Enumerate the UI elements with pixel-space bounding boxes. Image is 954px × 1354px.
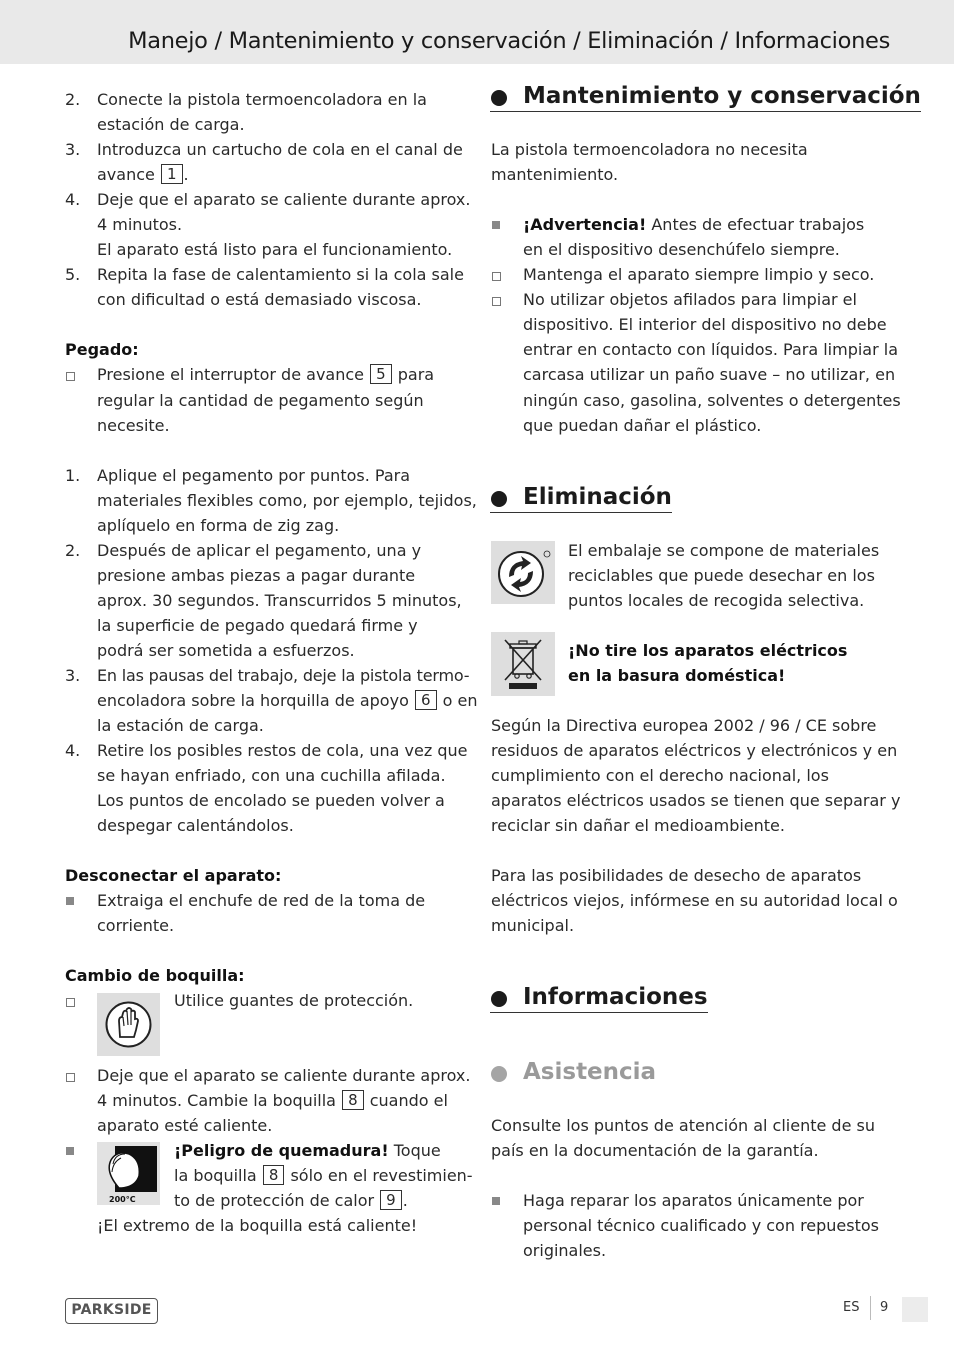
step-text-part: o en (442, 691, 478, 710)
page-header-title: Manejo / Mantenimiento y conservación / Eliminación / Informaciones (128, 28, 890, 54)
open-bullet-icon (492, 272, 501, 281)
bullet-text: Extraiga el enchufe de red de la toma de (97, 891, 426, 910)
step-number: 4. (65, 741, 81, 760)
step-number: 2. (65, 90, 81, 109)
step-text (97, 162, 189, 187)
warning-text (174, 1138, 441, 1163)
step-text: En las pausas del trabajo, deje la pistola termo- (97, 666, 470, 685)
cambio-heading: Cambio de boquilla: (65, 966, 245, 985)
step-number: 2. (65, 541, 81, 560)
bullet-text: dispositivo. El interior del dispositivo no debe (523, 315, 887, 334)
step-text: Retire los posibles restos de cola, una vez que (97, 741, 468, 760)
paragraph-text: mantenimiento. (491, 165, 619, 184)
step-number: 4. (65, 190, 81, 209)
step-text: Los puntos de encolado se pueden volver a (97, 791, 445, 810)
warning-label: ¡Advertencia! (523, 215, 647, 234)
paragraph-text: país en la documentación de la garantía. (491, 1141, 819, 1160)
bullet-text-part: Presione el interruptor de avance (97, 365, 364, 384)
bullet-text: No utilizar objetos afilados para limpiar el (523, 290, 857, 309)
filled-bullet-icon (492, 1197, 500, 1205)
reference-number: 8 (263, 1165, 285, 1185)
step-text (97, 688, 477, 713)
step-text: Aplique el pegamento por puntos. Para (97, 466, 411, 485)
bullet-text: que puedan dañar el plástico. (523, 416, 762, 435)
filled-bullet-icon (66, 1147, 74, 1155)
warning-text-part: sólo en el revestimien- (290, 1166, 473, 1185)
step-text: despegar calentándolos. (97, 816, 294, 835)
reference-number: 6 (415, 690, 437, 710)
step-text-part: . (183, 165, 189, 184)
step-text: El aparato está listo para el funcionamiento. (97, 240, 453, 259)
step-number: 5. (65, 265, 81, 284)
bullet-text (97, 362, 434, 387)
paragraph-text: residuos de aparatos eléctricos y electrónicos y en (491, 741, 898, 760)
brand-logo-text: PARKSIDE (71, 1302, 152, 1318)
heat-label: 200°C (109, 1195, 136, 1204)
step-text: la superficie de pegado quedará firme y (97, 616, 418, 635)
subsection-bullet-icon (491, 1066, 507, 1082)
step-text: 4 minutos. (97, 215, 183, 234)
brand-logo (65, 1298, 158, 1324)
paragraph-text: aparatos eléctricos usados se tienen que separar y (491, 791, 901, 810)
bullet-text-part: cuando el (369, 1091, 448, 1110)
mantenimiento-heading: Mantenimiento y conservación (490, 83, 921, 112)
warning-text-part: la boquilla (174, 1166, 257, 1185)
bullet-text: entrar en contacto con líquidos. Para limpiar la (523, 340, 899, 359)
paragraph-text: eléctricos viejos, infórmese en su autoridad local o (491, 891, 898, 910)
step-text: la estación de carga. (97, 716, 264, 735)
warning-text (174, 1163, 473, 1188)
paragraph-text: Según la Directiva europea 2002 / 96 / CE sobre (491, 716, 877, 735)
filled-bullet-icon (492, 221, 500, 229)
crossed-bin-icon (491, 632, 555, 696)
hot-surface-icon (97, 1142, 160, 1205)
paragraph-text: Consulte los puntos de atención al cliente de su (491, 1116, 875, 1135)
step-text: Conecte la pistola termoencoladora en la (97, 90, 427, 109)
step-text-part: avance (97, 165, 155, 184)
bullet-text: Mantenga el aparato siempre limpio y seco. (523, 265, 875, 284)
open-bullet-icon (492, 297, 501, 306)
paragraph-text: municipal. (491, 916, 575, 935)
step-text: se hayan enfriado, con una cuchilla afilada. (97, 766, 446, 785)
paragraph-text: reciclables que puede desechar en los (568, 566, 875, 585)
step-number: 3. (65, 140, 81, 159)
reference-number: 1 (161, 164, 183, 184)
gloves-icon (97, 993, 160, 1056)
bullet-text: regular la cantidad de pegamento según (97, 391, 424, 410)
filled-bullet-icon (66, 897, 74, 905)
asistencia-heading: Asistencia (523, 1059, 657, 1085)
paragraph-text: cumplimiento con el derecho nacional, los (491, 766, 829, 785)
weee-warning-text: ¡No tire los aparatos eléctricos (568, 641, 848, 660)
step-text: aprox. 30 segundos. Transcurridos 5 minutos, (97, 591, 462, 610)
step-text: con dificultad o está demasiado viscosa. (97, 290, 422, 309)
paragraph-text: La pistola termoencoladora no necesita (491, 140, 808, 159)
step-text-part: encoladora sobre la horquilla de apoyo (97, 691, 409, 710)
open-bullet-icon (66, 1073, 75, 1082)
eliminacion-heading: Eliminación (490, 484, 672, 513)
step-text: aplíquelo en forma de zig zag. (97, 516, 340, 535)
bullet-text: personal técnico cualificado y con repuestos (523, 1216, 880, 1235)
reference-number: 8 (342, 1090, 364, 1110)
desconectar-heading: Desconectar el aparato: (65, 866, 282, 885)
step-text: Introduzca un cartucho de cola en el canal de (97, 140, 463, 159)
bullet-text: corriente. (97, 916, 175, 935)
warning-text-part: . (402, 1191, 408, 1210)
open-bullet-icon (66, 372, 75, 381)
bullet-text: carcasa utilizar un paño suave – no utilizar, en (523, 365, 896, 384)
reference-number: 5 (370, 364, 392, 384)
warning-text (174, 1188, 408, 1213)
paragraph-text: El embalaje se compone de materiales (568, 541, 880, 560)
pegado-heading: Pegado: (65, 340, 139, 359)
step-text: estación de carga. (97, 115, 245, 134)
warning-text: ¡El extremo de la boquilla está caliente! (97, 1216, 418, 1235)
warning-text-part: Toque (393, 1141, 441, 1160)
step-text: podrá ser sometida a esfuerzos. (97, 641, 355, 660)
open-bullet-icon (66, 998, 75, 1007)
page-header-band (0, 0, 954, 64)
language-code: ES (843, 1300, 860, 1315)
paragraph-text: puntos locales de recogida selectiva. (568, 591, 865, 610)
paragraph-text: reciclar sin dañar el medioambiente. (491, 816, 785, 835)
step-text: presione ambas piezas a pagar durante (97, 566, 416, 585)
bullet-text: Haga reparar los aparatos únicamente por (523, 1191, 864, 1210)
bullet-text: Deje que el aparato se caliente durante aprox. (97, 1066, 471, 1085)
page-number: 9 (880, 1300, 889, 1315)
bullet-text-part: para (397, 365, 435, 384)
step-number: 3. (65, 666, 81, 685)
reference-number: 9 (380, 1190, 402, 1210)
step-text: Repita la fase de calentamiento si la cola sale (97, 265, 464, 284)
step-number: 1. (65, 466, 81, 485)
warning-text-part: to de protección de calor (174, 1191, 375, 1210)
page-tab-marker (902, 1297, 928, 1322)
footer-divider (870, 1296, 871, 1320)
bullet-text: ningún caso, gasolina, solventes o detergentes (523, 391, 901, 410)
step-text: Deje que el aparato se caliente durante aprox. (97, 190, 471, 209)
informaciones-heading: Informaciones (490, 984, 708, 1013)
step-text: Después de aplicar el pegamento, una y (97, 541, 422, 560)
bullet-text: originales. (523, 1241, 607, 1260)
warning-text: en el dispositivo desenchúfelo siempre. (523, 240, 840, 259)
paragraph-text: Para las posibilidades de desecho de aparatos (491, 866, 862, 885)
bullet-text (97, 1088, 448, 1113)
bullet-text: aparato esté caliente. (97, 1116, 273, 1135)
warning-label: ¡Peligro de quemadura! (174, 1141, 389, 1160)
gloves-text: Utilice guantes de protección. (174, 991, 414, 1010)
recycling-logo-icon (491, 541, 555, 604)
bullet-text-part: 4 minutos. Cambie la boquilla (97, 1091, 336, 1110)
bullet-text: necesite. (97, 416, 170, 435)
warning-text-part: Antes de efectuar trabajos (651, 215, 865, 234)
warning-text (523, 212, 864, 237)
step-text: materiales flexibles como, por ejemplo, tejidos, (97, 491, 477, 510)
weee-warning-text: en la basura doméstica! (568, 666, 786, 685)
